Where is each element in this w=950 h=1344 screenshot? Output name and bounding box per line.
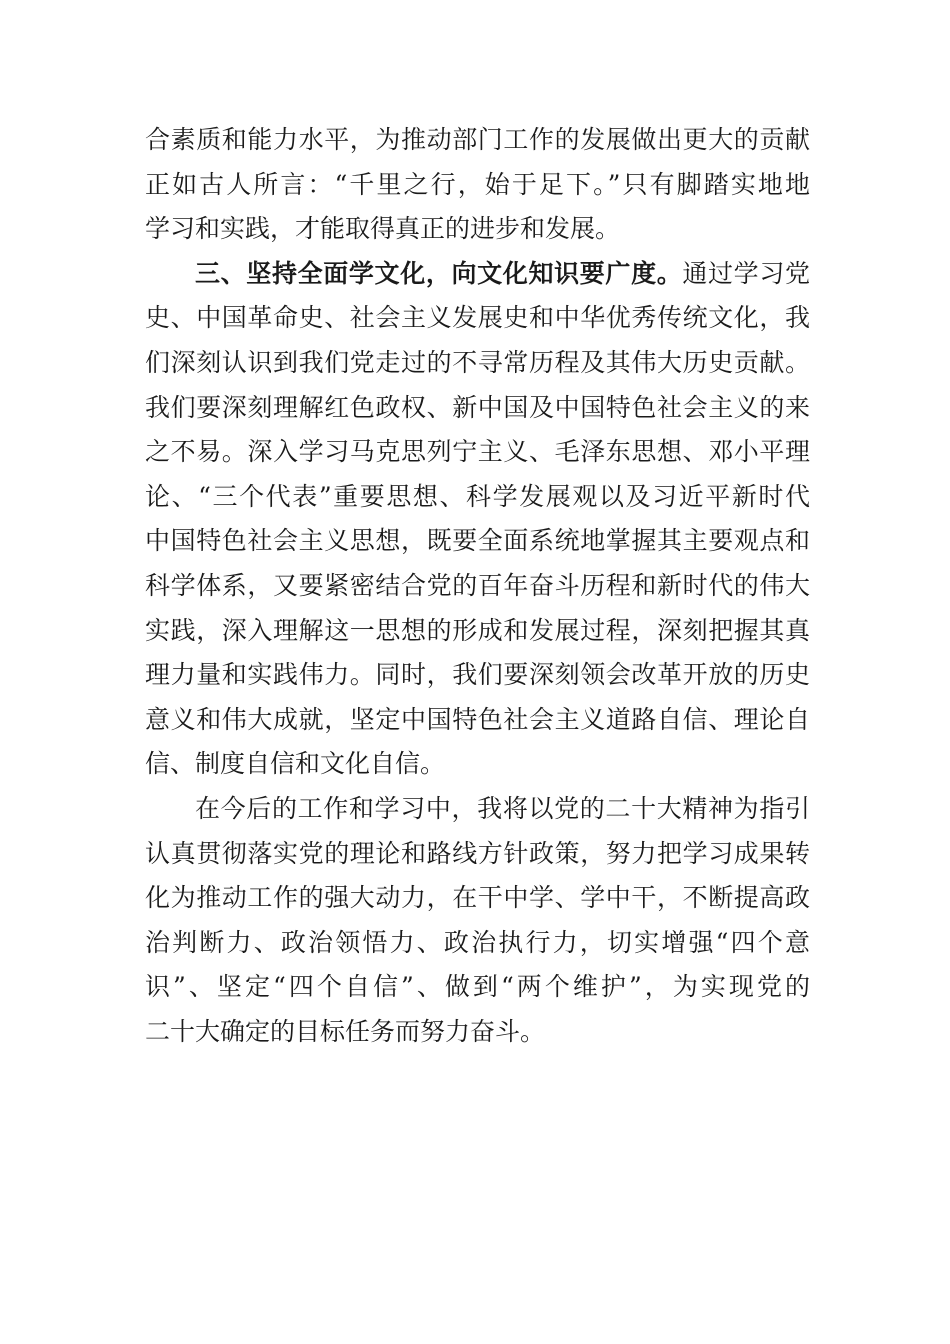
paragraph-continuation: [145, 118, 810, 252]
text-line: 我们要深刻理解红色政权、新中国及中国特色社会主义的来: [145, 392, 810, 422]
text-line: 意义和伟大成就，坚定中国特色社会主义道路自信、理论自: [145, 704, 810, 734]
text-line: 论、“三个代表”重要思想、科学发展观以及习近平新时代: [145, 481, 810, 511]
heading-line-rest: 通过学习党: [682, 258, 810, 288]
document-body: [145, 118, 810, 1054]
paragraph-closing: [145, 787, 810, 1055]
text-line: 学习和实践，才能取得真正的进步和发展。: [145, 214, 621, 244]
text-line: 们深刻认识到我们党走过的不寻常历程及其伟大历史贡献。: [145, 347, 810, 377]
text-line: 理力量和实践伟力。同时，我们要深刻领会改革开放的历史: [145, 660, 810, 690]
text-line: 治判断力、政治领悟力、政治执行力，切实增强“四个意: [145, 927, 810, 957]
text-line: 识”、坚定“四个自信”、做到“两个维护”，为实现党的: [145, 972, 810, 1002]
text-line: 合素质和能力水平，为推动部门工作的发展做出更大的贡献: [145, 125, 810, 154]
text-line: 实践，深入理解这一思想的形成和发展过程，深刻把握其真: [145, 615, 810, 645]
text-line: 认真贯彻落实党的理论和路线方针政策，努力把学习成果转: [145, 838, 810, 868]
text-line: 信、制度自信和文化自信。: [145, 749, 446, 779]
text-line: [145, 252, 810, 297]
paragraph-section-three: [145, 252, 810, 787]
section-heading: 三、坚持全面学文化，向文化知识要广度。: [195, 258, 683, 288]
text-line: 史、中国革命史、社会主义发展史和中华优秀传统文化，我: [145, 303, 810, 333]
text-line: 中国特色社会主义思想，既要全面系统地掌握其主要观点和: [145, 526, 810, 556]
text-line: 在今后的工作和学习中，我将以党的二十大精神为指引: [195, 793, 810, 823]
text-line: 之不易。深入学习马克思列宁主义、毛泽东思想、邓小平理: [145, 437, 810, 467]
text-line: 正如古人所言：“千里之行，始于足下。”只有脚踏实地地: [145, 169, 810, 199]
text-line: 化为推动工作的强大动力，在干中学、学中干，不断提高政: [145, 883, 810, 913]
text-line: 二十大确定的目标任务而努力奋斗。: [145, 1016, 546, 1046]
text-line: 科学体系，又要紧密结合党的百年奋斗历程和新时代的伟大: [145, 570, 810, 600]
